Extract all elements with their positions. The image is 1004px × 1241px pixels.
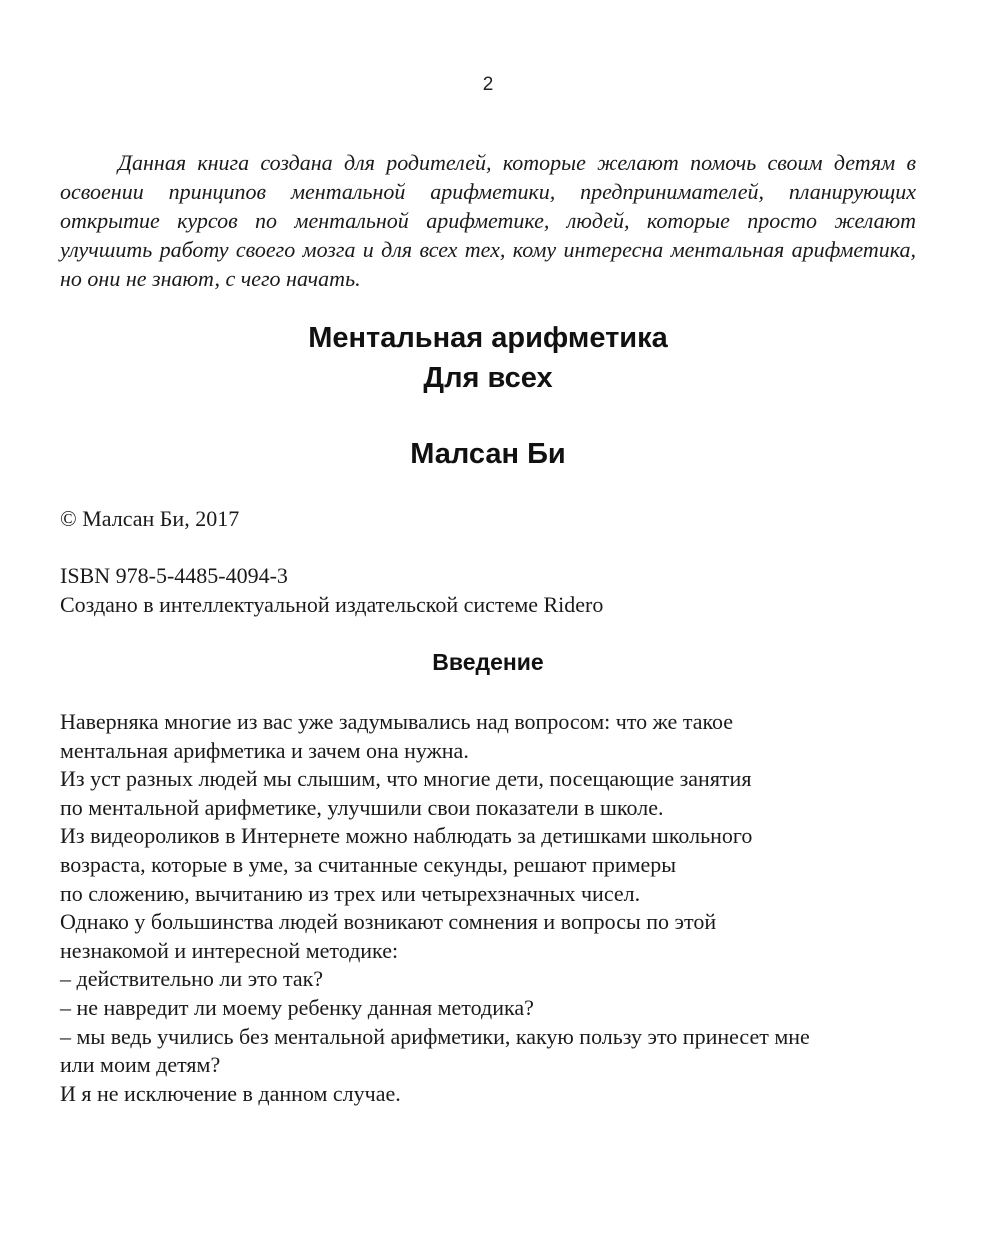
page-number: 2 [482, 74, 494, 95]
book-title [0, 318, 976, 398]
intro-line: ментальная арифметика и зачем она нужна. [60, 737, 469, 763]
introduction-body [60, 708, 960, 1108]
book-title-line-2: Для всех [423, 362, 553, 394]
book-annotation: Данная книга создана для родителей, которые желают помочь своим детям в освоении принципов ментальной арифметики, предпринимателей, планирующих открытие курсов по ментальной арифметике, людей, которые просто желают улучшить работу своего мозга и для всех тех, кому интересна ментальная арифметика, но они не знают, с чего начать. [60, 150, 916, 291]
intro-line: по сложению, вычитанию из трех или четырехзначных чисел. [60, 880, 641, 906]
intro-line: Из уст разных людей мы слышим, что многие дети, посещающие занятия [60, 766, 752, 792]
book-title-line-1: Ментальная арифметика [308, 322, 668, 354]
copyright-notice: © Малсан Би, 2017 [60, 506, 240, 531]
section-heading-introduction: Введение [432, 649, 544, 675]
intro-line: – действительно ли это так? [60, 966, 324, 992]
intro-line: Из видеороликов в Интернете можно наблюдать за детишками школьного [60, 823, 753, 849]
intro-line: незнакомой и интересной методике: [60, 937, 399, 963]
intro-line: И я не исключение в данном случае. [60, 1080, 401, 1106]
publishing-system-note: Создано в интеллектуальной издательской системе Ridero [60, 592, 604, 617]
intro-line: Наверняка многие из вас уже задумывались над вопросом: что же такое [60, 709, 734, 734]
intro-line: – мы ведь учились без ментальной арифметики, какую пользу это принесет мне [60, 1023, 810, 1049]
intro-line: Однако у большинства людей возникают сомнения и вопросы по этой [60, 909, 717, 935]
book-author: Малсан Би [410, 438, 566, 470]
intro-line: или моим детям? [60, 1052, 221, 1078]
intro-line: – не навредит ли моему ребенку данная методика? [60, 994, 534, 1020]
intro-line: по ментальной арифметике, улучшили свои показатели в школе. [60, 794, 664, 820]
isbn: ISBN 978-5-4485-4094-3 [60, 563, 288, 588]
intro-line: возраста, которые в уме, за считанные секунды, решают примеры [60, 851, 677, 877]
